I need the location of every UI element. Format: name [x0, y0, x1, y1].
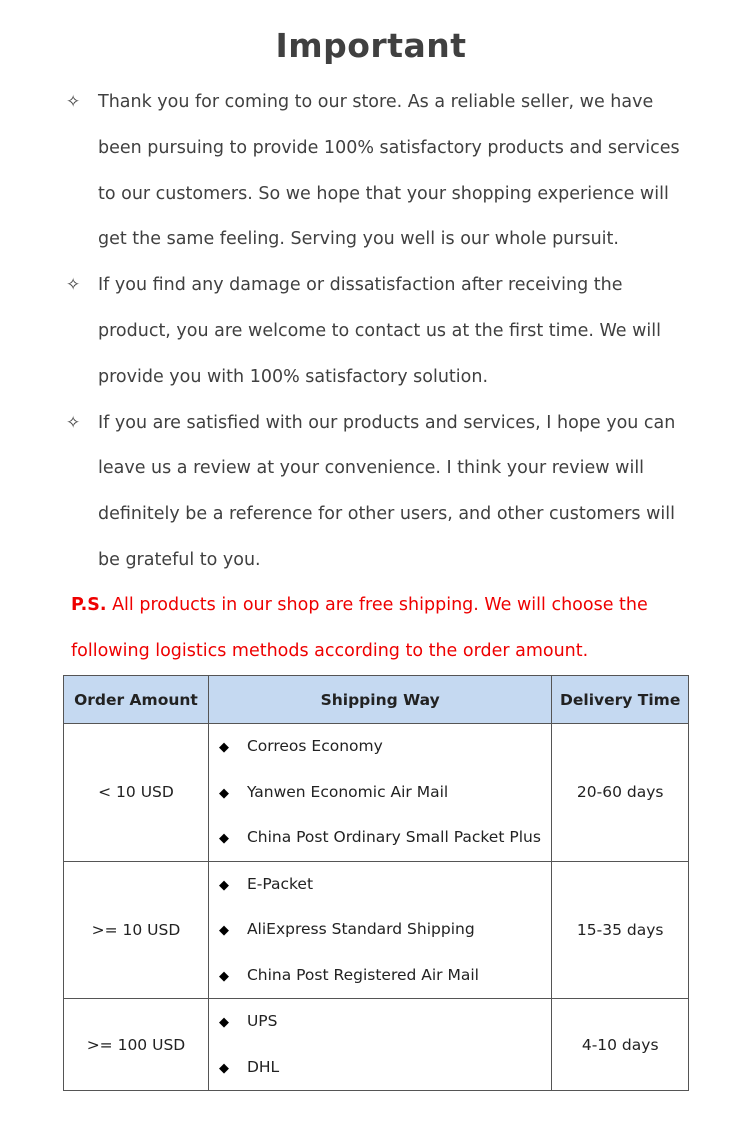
note-text: Thank you for coming to our store. As a reliable seller, we have been pursuing to provide 100% satisfactory products and services to our customers. So we hope that your shopping experience will get the same feeling. Serving you well is our whole pursuit.	[98, 92, 680, 250]
shipping-method-label: China Post Registered Air Mail	[246, 965, 479, 984]
shipping-table	[63, 675, 689, 1091]
table-row	[64, 999, 689, 1091]
shipping-method-label: China Post Ordinary Small Packet Plus	[246, 828, 541, 846]
shipping-method	[209, 724, 551, 770]
shipping-method	[209, 1045, 551, 1091]
shipping-method	[209, 862, 551, 908]
shipping-method-label: AliExpress Standard Shipping	[246, 920, 475, 938]
delivery-time-cell: 20-60 days	[552, 724, 689, 862]
note-item	[0, 80, 750, 263]
shipping-method	[209, 815, 551, 861]
shipping-method	[209, 999, 551, 1045]
shipping-method-label: E-Packet	[246, 874, 314, 893]
diamond-bullet-icon: ◆	[218, 831, 229, 846]
sparkle-bullet-icon: ✧	[66, 275, 81, 296]
diamond-bullet-icon: ◆	[218, 877, 229, 893]
shipping-method-label: UPS	[246, 1012, 278, 1030]
shipping-method	[209, 907, 551, 953]
header-delivery-time: Delivery Time	[552, 676, 689, 724]
ps-label: P.S.	[71, 595, 107, 615]
diamond-bullet-icon: ◆	[218, 968, 229, 984]
table-row	[64, 861, 689, 999]
shipping-way-cell	[208, 861, 551, 999]
note-text: If you find any damage or dissatisfaction after receiving the product, you are welcome to contact us at the first time. We will provide you with 100% satisfactory solution.	[98, 275, 661, 387]
shipping-way-cell	[208, 724, 551, 862]
delivery-time-cell: 4-10 days	[552, 999, 689, 1091]
note-item	[0, 401, 750, 584]
diamond-bullet-icon: ◆	[218, 785, 229, 801]
header-shipping-way: Shipping Way	[208, 676, 551, 724]
shipping-method-label: Yanwen Economic Air Mail	[246, 782, 449, 801]
delivery-time-cell: 15-35 days	[552, 861, 689, 999]
order-amount-cell: >= 10 USD	[64, 861, 209, 999]
order-amount-cell: >= 100 USD	[64, 999, 209, 1091]
table-row	[64, 724, 689, 862]
note-item	[0, 263, 750, 400]
shipping-method	[209, 770, 551, 816]
sparkle-bullet-icon: ✧	[66, 92, 81, 112]
diamond-bullet-icon: ◆	[218, 1060, 229, 1076]
shipping-method-label: Correos Economy	[246, 737, 383, 755]
shipping-way-cell	[208, 999, 551, 1091]
notes-list	[0, 80, 750, 584]
ps-note	[71, 583, 701, 674]
page-title: Important	[275, 26, 467, 65]
header-order-amount: Order Amount	[64, 676, 209, 724]
order-amount-cell: < 10 USD	[64, 724, 209, 862]
diamond-bullet-icon: ◆	[218, 1015, 229, 1030]
diamond-bullet-icon: ◆	[218, 740, 229, 755]
diamond-bullet-icon: ◆	[218, 923, 229, 938]
ps-text: All products in our shop are free shipping. We will choose the following logistics methods according to the order amount.	[71, 595, 648, 661]
shipping-method-label: DHL	[246, 1057, 280, 1076]
shipping-method	[209, 953, 551, 999]
table-header-row	[64, 676, 689, 724]
sparkle-bullet-icon: ✧	[66, 412, 81, 433]
note-text: If you are satisfied with our products and services, I hope you can leave us a review at your convenience. I think your review will definitely be a reference for other users, and other customers will be grateful to you.	[98, 412, 676, 570]
